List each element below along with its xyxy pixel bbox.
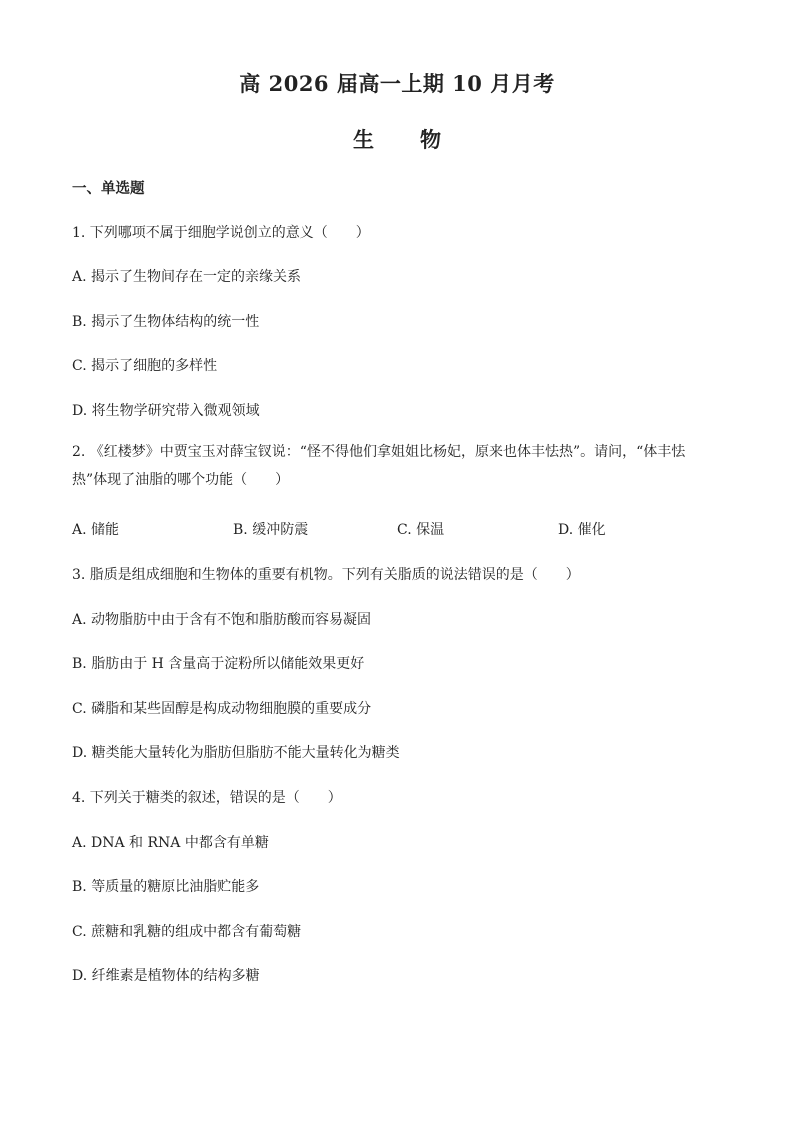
question-2-option-a: A. 储能: [72, 522, 120, 538]
exam-title: 高 2026 届高一上期 10 月月考: [239, 71, 555, 96]
question-3-stem: 3. 脂质是组成细胞和生物体的重要有机物。下列有关脂质的说法错误的是（ ）: [72, 567, 580, 583]
question-1-stem: 1. 下列哪项不属于细胞学说创立的意义（ ）: [72, 225, 370, 241]
question-4-option-b: B. 等质量的糖原比油脂贮能多: [72, 879, 260, 895]
question-4-stem: 4. 下列关于糖类的叙述，错误的是（ ）: [72, 790, 342, 806]
question-2-option-c: C. 保温: [397, 522, 445, 538]
question-2-stem: 2. 《红楼梦》中贾宝玉对薛宝钗说：“怪不得他们拿姐姐比杨妃，原来也体丰怯热”。请问，“体丰怯热”体现了油脂的哪个功能（ ）: [72, 444, 686, 488]
question-1-option-b: B. 揭示了生物体结构的统一性: [72, 314, 260, 330]
section-title: 一、单选题: [72, 180, 145, 197]
question-2-option-b: B. 缓冲防震: [233, 522, 309, 538]
question-2-option-d: D. 催化: [558, 522, 606, 538]
question-3-option-d: D. 糖类能大量转化为脂肪但脂肪不能大量转化为糖类: [72, 745, 400, 761]
question-1-option-d: D. 将生物学研究带入微观领域: [72, 403, 260, 419]
subject-heading: [0, 124, 794, 154]
question-4-option-a: A. DNA 和 RNA 中都含有单糖: [72, 835, 269, 851]
subject-char-1: 生: [353, 127, 374, 152]
question-3-option-b: B. 脂肪由于 H 含量高于淀粉所以储能效果更好: [72, 656, 365, 672]
question-4-option-c: C. 蔗糖和乳糖的组成中都含有葡萄糖: [72, 924, 302, 940]
question-3-option-c: C. 磷脂和某些固醇是构成动物细胞膜的重要成分: [72, 701, 372, 717]
question-4-option-d: D. 纤维素是植物体的结构多糖: [72, 968, 260, 984]
question-3-option-a: A. 动物脂肪中由于含有不饱和脂肪酸而容易凝固: [72, 612, 372, 628]
subject-char-2: 物: [420, 127, 441, 152]
question-2-options: [72, 519, 722, 539]
question-1-option-a: A. 揭示了生物间存在一定的亲缘关系: [72, 269, 302, 285]
question-1-option-c: C. 揭示了细胞的多样性: [72, 358, 218, 374]
